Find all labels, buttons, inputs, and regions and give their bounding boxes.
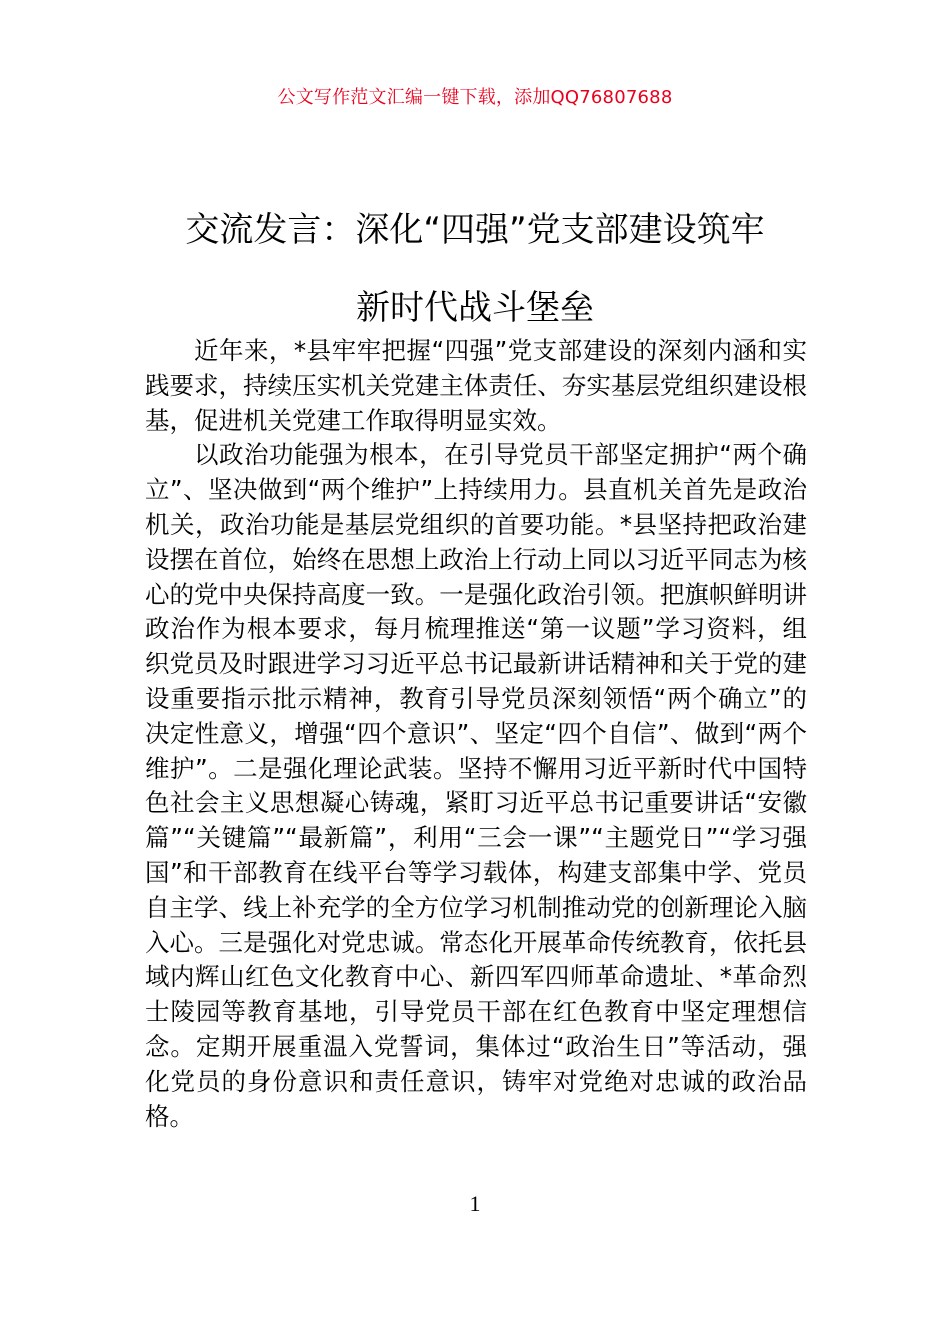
page-title	[100, 191, 850, 347]
title-line-2: 新时代战斗堡垒	[356, 287, 594, 328]
title-line-1: 交流发言：深化“四强”党支部建设筑牢	[185, 209, 765, 250]
page-number: 1	[469, 1191, 481, 1216]
paragraph-intro: 近年来，*县牢牢把握“四强”党支部建设的深刻内涵和实践要求，持续压实机关党建主体责任、夯实基层党组织建设根基，促进机关党建工作取得明显实效。	[145, 336, 807, 435]
article-body	[145, 334, 807, 1134]
download-promo-note: 公文写作范文汇编一键下载，添加QQ76807688	[277, 87, 673, 108]
paragraph-political-function: 以政治功能强为根本，在引导党员干部坚定拥护“两个确立”、坚决做到“两个维护”上持续用力。县直机关首先是政治机关，政治功能是基层党组织的首要功能。*县坚持把政治建设摆在首位，始终在思想上政治上行动上同以习近平同志为核心的党中央保持高度一致。一是强化政治引领。把旗帜鲜明讲政治作为根本要求，每月梳理推送“第一议题”学习资料，组织党员及时跟进学习习近平总书记最新讲话精神和关于党的建设重要指示批示精神，教育引导党员深刻领悟“两个确立”的决定性意义，增强“四个意识”、坚定“四个自信”、做到“两个维护”。二是强化理论武装。坚持不懈用习近平新时代中国特色社会主义思想凝心铸魂，紧盯习近平总书记重要讲话“安徽篇”“关键篇”“最新篇”，利用“三会一课”“主题党日”“学习强国”和干部教育在线平台等学习载体，构建支部集中学、党员自主学、线上补充学的全方位学习机制推动党的创新理论入脑入心。三是强化对党忠诚。常态化开展革命传统教育，依托县域内辉山红色文化教育中心、新四军四师革命遗址、*革命烈士陵园等教育基地，引导党员干部在红色教育中坚定理想信念。定期开展重温入党誓词，集体过“政治生日”等活动，强化党员的身份意识和责任意识，铸牢对党绝对忠诚的政治品格。	[145, 440, 807, 1131]
